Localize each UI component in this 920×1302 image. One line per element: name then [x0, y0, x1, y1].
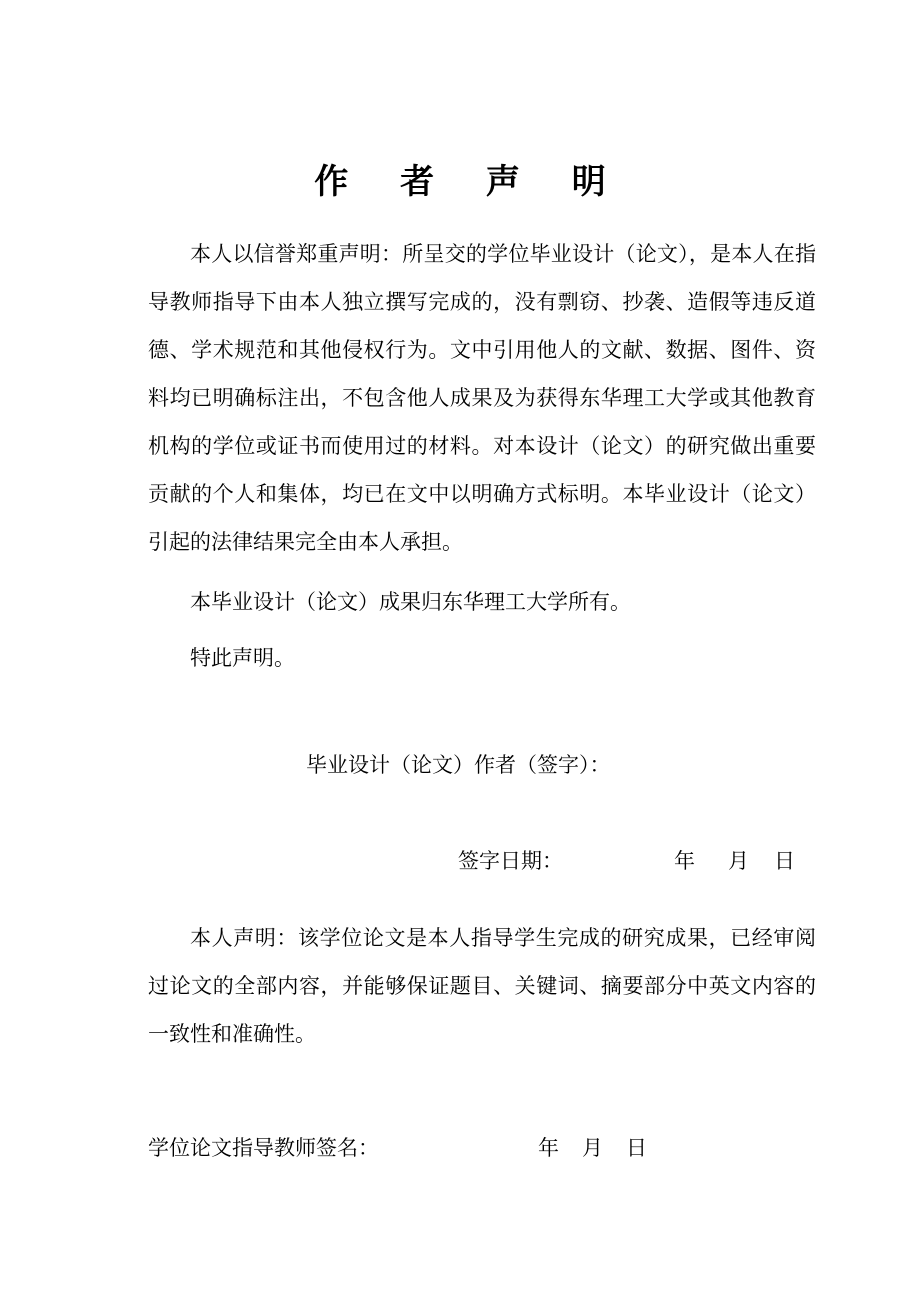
author-signature-line	[306, 750, 611, 780]
advisor-statement-paragraph: 本人声明：该学位论文是本人指导学生完成的研究成果，已经审阅过论文的全部内容，并能够保证题目、关键词、摘要部分中英文内容的一致性和准确性。	[148, 926, 816, 1046]
author-date-day: 日	[774, 849, 795, 873]
author-signature-label: 毕业设计（论文）作者（签字）：	[306, 753, 611, 777]
advisor-date-month: 月	[582, 1136, 603, 1160]
advisor-signature-line	[148, 1133, 647, 1163]
advisor-date-year: 年	[538, 1136, 559, 1160]
advisor-signature-label: 学位论文指导教师签名：	[148, 1136, 379, 1160]
author-date-month: 月	[728, 849, 749, 873]
ownership-paragraph: 本毕业设计（论文）成果归东华理工大学所有。	[190, 590, 631, 614]
author-date-line	[458, 846, 795, 876]
advisor-date-day: 日	[626, 1136, 647, 1160]
page-title: 作 者 声 明	[314, 162, 626, 202]
closing-paragraph: 特此声明。	[190, 646, 295, 670]
declaration-paragraph: 本人以信誉郑重声明：所呈交的学位毕业设计（论文），是本人在指导教师指导下由本人独立撰写完成的，没有剽窃、抄袭、造假等违反道德、学术规范和其他侵权行为。文中引用他人的文献、数据、图件、资料均已明确标注出，不包含他人成果及为获得东华理工大学或其他教育机构的学位或证书而使用过的材料。对本设计（论文）的研究做出重要贡献的个人和集体，均已在文中以明确方式标明。本毕业设计（论文）引起的法律结果完全由本人承担。	[148, 242, 816, 554]
author-date-year: 年	[674, 849, 695, 873]
author-date-label: 签字日期：	[458, 849, 563, 873]
